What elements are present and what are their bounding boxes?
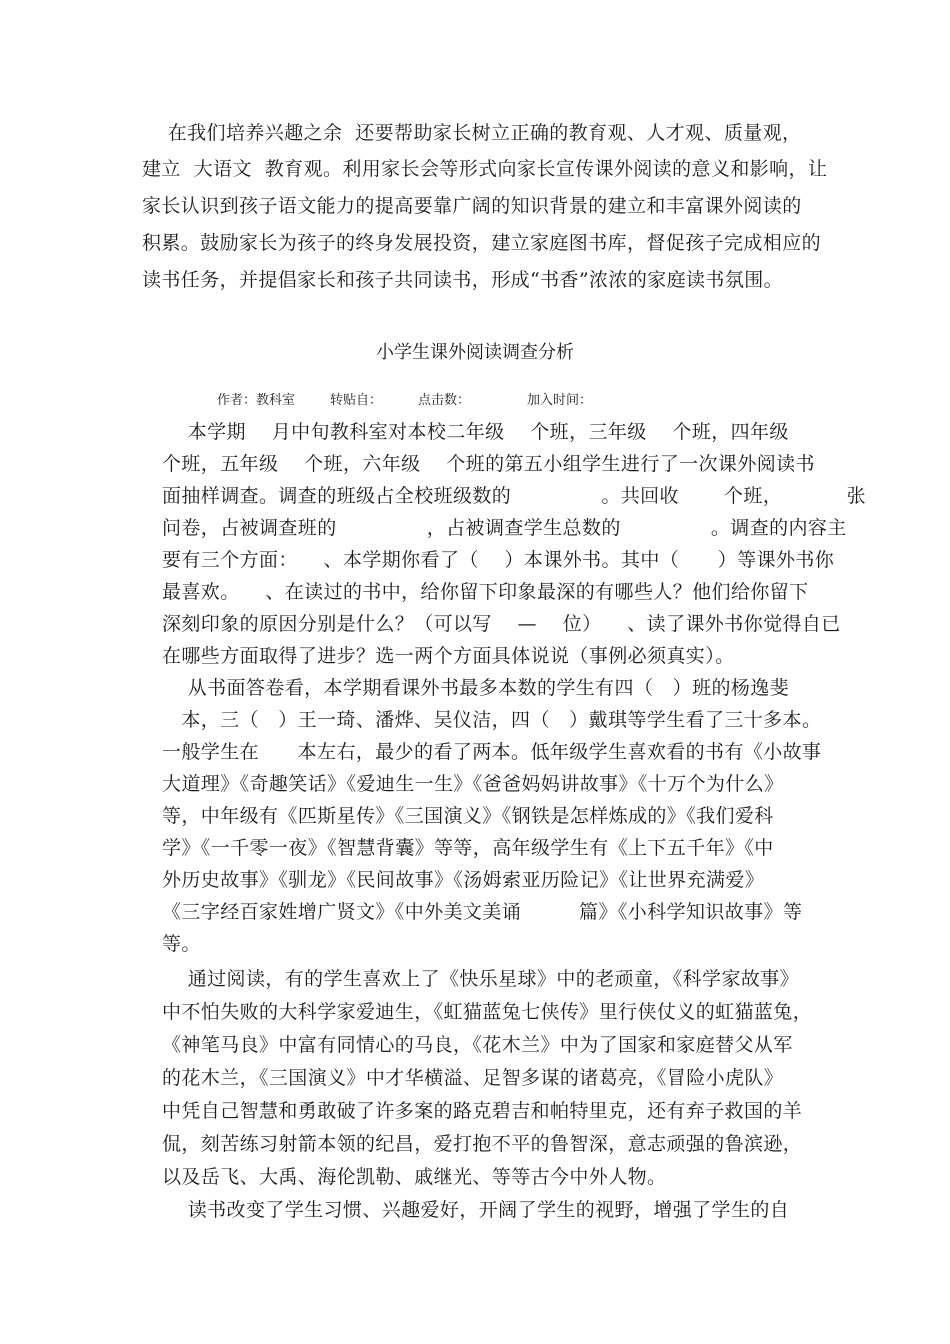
body-line: 个班，五年级 个班，六年级 个班的第五小组学生进行了一次课外阅读书 xyxy=(162,453,815,475)
body-line: 等。 xyxy=(162,933,201,955)
intro-line: 建立 大语文 教育观。利用家长会等形式向家长宣传课外阅读的意义和影响，让 xyxy=(142,158,828,180)
body-line: 一般学生在 本左右，最少的看了两本。低年级学生喜欢看的书有《小故事 xyxy=(162,741,822,763)
body-line: 本，三（ ）王一琦、潘烨、吴仪洁，四（ ）戴琪等学生看了三十多本。 xyxy=(162,709,822,731)
meta-source: 转贴自： xyxy=(330,393,383,408)
body-line: 中凭自己智慧和勇敢破了许多案的路克碧吉和帕特里克，还有弃子救国的羊 xyxy=(162,1100,803,1122)
body-line: 大道理》《奇趣笑话》《爱迪生一生》《爸爸妈妈讲故事》《十万个为什么》 xyxy=(162,773,784,795)
body-line: 以及岳飞、大禹、海伦凯勒、戚继光、等等古今中外人物。 xyxy=(162,1166,667,1188)
body-line: 本学期 月中旬教科室对本校二年级 个班，三年级 个班，四年级 xyxy=(162,421,789,443)
body-line: 在哪些方面取得了进步？选一两个方面具体说说（事例必须真实）。 xyxy=(162,645,735,667)
body-line: 要有三个方面： 、本学期你看了（ ）本课外书。其中（ ）等课外书你 xyxy=(162,549,835,571)
intro-line: 在我们培养兴趣之余 还要帮助家长树立正确的教育观、人才观、质量观， xyxy=(142,122,802,144)
body-line: 最喜欢。 、在读过的书中，给你留下印象最深的有哪些人？他们给你留下 xyxy=(162,581,809,603)
body-line: 等，中年级有《匹斯星传》《三国演义》《钢铁是怎样炼成的》《我们爱科 xyxy=(162,805,774,827)
meta-author: 作者：教科室 xyxy=(217,393,296,408)
article-title: 小学生课外阅读调查分析 xyxy=(376,342,574,363)
body-line: 读书改变了学生习惯、兴趣爱好，开阔了学生的视野，增强了学生的自 xyxy=(162,1199,790,1221)
body-line: 中不怕失败的大科学家爱迪生，《虹猫蓝兔七侠传》里行侠仗义的虹猫蓝兔， xyxy=(162,1001,813,1023)
body-line: 深刻印象的原因分别是什么？（可以写 — 位） 、读了课外书你觉得自已 xyxy=(162,613,841,635)
body-line: 的花木兰，《三国演义》中才华横溢、足智多谋的诸葛亮，《冒险小虎队》 xyxy=(162,1067,784,1089)
body-line: 《三字经百家姓增广贤文》《中外美文美诵 篇》《小科学知识故事》等 xyxy=(162,901,803,923)
body-line: 学》《一千零一夜》《智慧背囊》等等，高年级学生有《上下五千年》《中 xyxy=(162,837,774,859)
body-line: 通过阅读，有的学生喜欢上了《快乐星球》中的老顽童，《科学家故事》 xyxy=(162,968,800,990)
body-line: 从书面答卷看，本学期看课外书最多本数的学生有四（ ）班的杨逸斐 xyxy=(162,677,790,699)
body-line: 问卷，占被调查班的 ，占被调查学生总数的 。调查的内容主 xyxy=(162,517,847,539)
meta-clicks: 点击数： xyxy=(418,393,471,408)
body-line: 侃，刻苦练习射箭本领的纪昌，爱打抱不平的鲁智深，意志顽强的鲁滨逊， xyxy=(162,1133,803,1155)
intro-line: 读书任务，并提倡家长和孩子共同读书，形成“书香”浓浓的家庭读书氛围。 xyxy=(142,269,784,291)
intro-line: 家长认识到孩子语文能力的提高要靠广阔的知识背景的建立和丰富课外阅读的 xyxy=(142,195,802,217)
body-line: 面抽样调查。调查的班级占全校班级数的 。共回收 个班， 张 xyxy=(162,485,867,507)
intro-line: 积累。鼓励家长为孩子的终身发展投资，建立家庭图书库，督促孩子完成相应的 xyxy=(142,232,822,254)
body-line: 《神笔马良》中富有同情心的马良，《花木兰》中为了国家和家庭替父从军 xyxy=(162,1034,793,1056)
meta-time: 加入时间： xyxy=(527,393,593,408)
body-line: 外历史故事》《驯龙》《民间故事》《汤姆索亚历险记》《让世界充满爱》 xyxy=(162,869,765,891)
